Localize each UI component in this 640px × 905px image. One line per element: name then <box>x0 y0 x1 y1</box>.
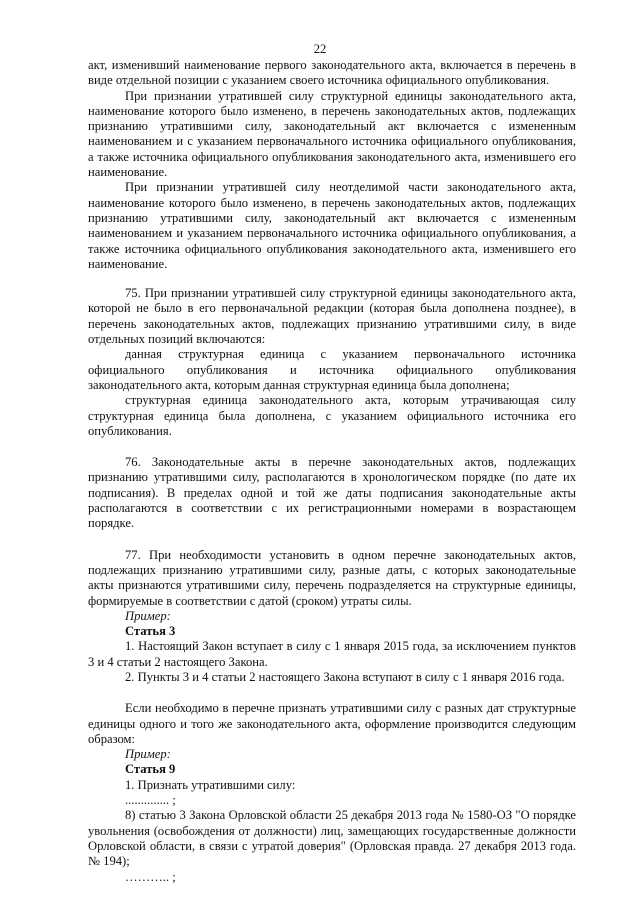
example-label: Пример: <box>125 747 171 762</box>
ellipsis-line: ……….. ; <box>125 869 176 884</box>
page-number: 22 <box>313 42 327 56</box>
paragraph: 1. Признать утратившими силу: <box>125 777 296 792</box>
paragraph: 8) статью 3 Закона Орловской области 25 декабря 2013 года № 1580-ОЗ "О порядке увольнения (освобождения от должности) лиц, замещающих государственные должности Орловской области, в связи с утратой доверия" (Орловская правда. 27 декабря 2013 года. № 194); <box>88 808 576 869</box>
document-body <box>88 58 576 885</box>
paragraph: 75. При признании утратившей силу структурной единицы законодательного акта, которой не было в его первоначальной редакции (которая была дополнена позднее), в перечень законодательных актов, подлежащих признанию утратившими силу, в виде отдельных позиций включаются: <box>88 286 576 347</box>
paragraph: структурная единица законодательного акта, которым утрачивающая силу структурная единица была дополнена, с указанием официального источника его опубликования. <box>88 393 576 438</box>
paragraph: 2. Пункты 3 и 4 статьи 2 настоящего Закона вступают в силу с 1 января 2016 года. <box>125 669 565 684</box>
paragraph: 76. Законодательные акты в перечне законодательных актов, подлежащих признанию утратившими силу, располагаются в хронологическом порядке (по дате их подписания). В пределах одной и той же даты подписания законодательные акты располагаются в соответствии с их регистрационными номерами в возрастающем порядке. <box>88 455 576 531</box>
paragraph: При признании утратившей силу структурной единицы законодательного акта, наименование которого было изменено, в перечень законодательных актов, подлежащих признанию утратившими силу, законодательный акт включается с измененным наименованием и с указанием первоначального источника официального опубликования, а также источника официального опубликования законодательного акта, изменившего его наименование. <box>88 88 576 180</box>
article-heading: Статья 9 <box>125 762 176 777</box>
article-heading: Статья 3 <box>125 624 176 639</box>
ellipsis-line: .............. ; <box>125 793 176 808</box>
paragraph: данная структурная единица с указанием первоначального источника официального опубликования и источника официального опубликования законодательного акта, которым данная структурная единица была дополнена; <box>88 347 576 392</box>
example-label: Пример: <box>125 608 171 623</box>
paragraph: акт, изменивший наименование первого законодательного акта, включается в перечень в виде отдельной позиции с указанием своего источника официального опубликования. <box>88 58 576 88</box>
paragraph: Если необходимо в перечне признать утратившими силу с разных дат структурные единицы одного и того же законодательного акта, оформление производится следующим образом: <box>88 701 576 746</box>
paragraph: 77. При необходимости установить в одном перечне законодательных актов, подлежащих признанию утратившими силу, разные даты, с которых законодательные акты признаются утратившими силу, перечень подразделяется на структурные единицы, формируемые в соответствии с датой (сроком) утраты силы. <box>88 547 576 608</box>
paragraph: 1. Настоящий Закон вступает в силу с 1 января 2015 года, за исключением пунктов 3 и 4 статьи 2 настоящего Закона. <box>88 639 576 669</box>
paragraph: При признании утратившей силу неотделимой части законодательного акта, наименование которого было изменено, в перечень законодательных актов, подлежащих признанию утратившими силу, законодательный акт включается с измененным наименованием и указанием первоначального источника официального опубликования, а также источника официального опубликования законодательного акта, изменившего его наименование. <box>88 180 576 271</box>
